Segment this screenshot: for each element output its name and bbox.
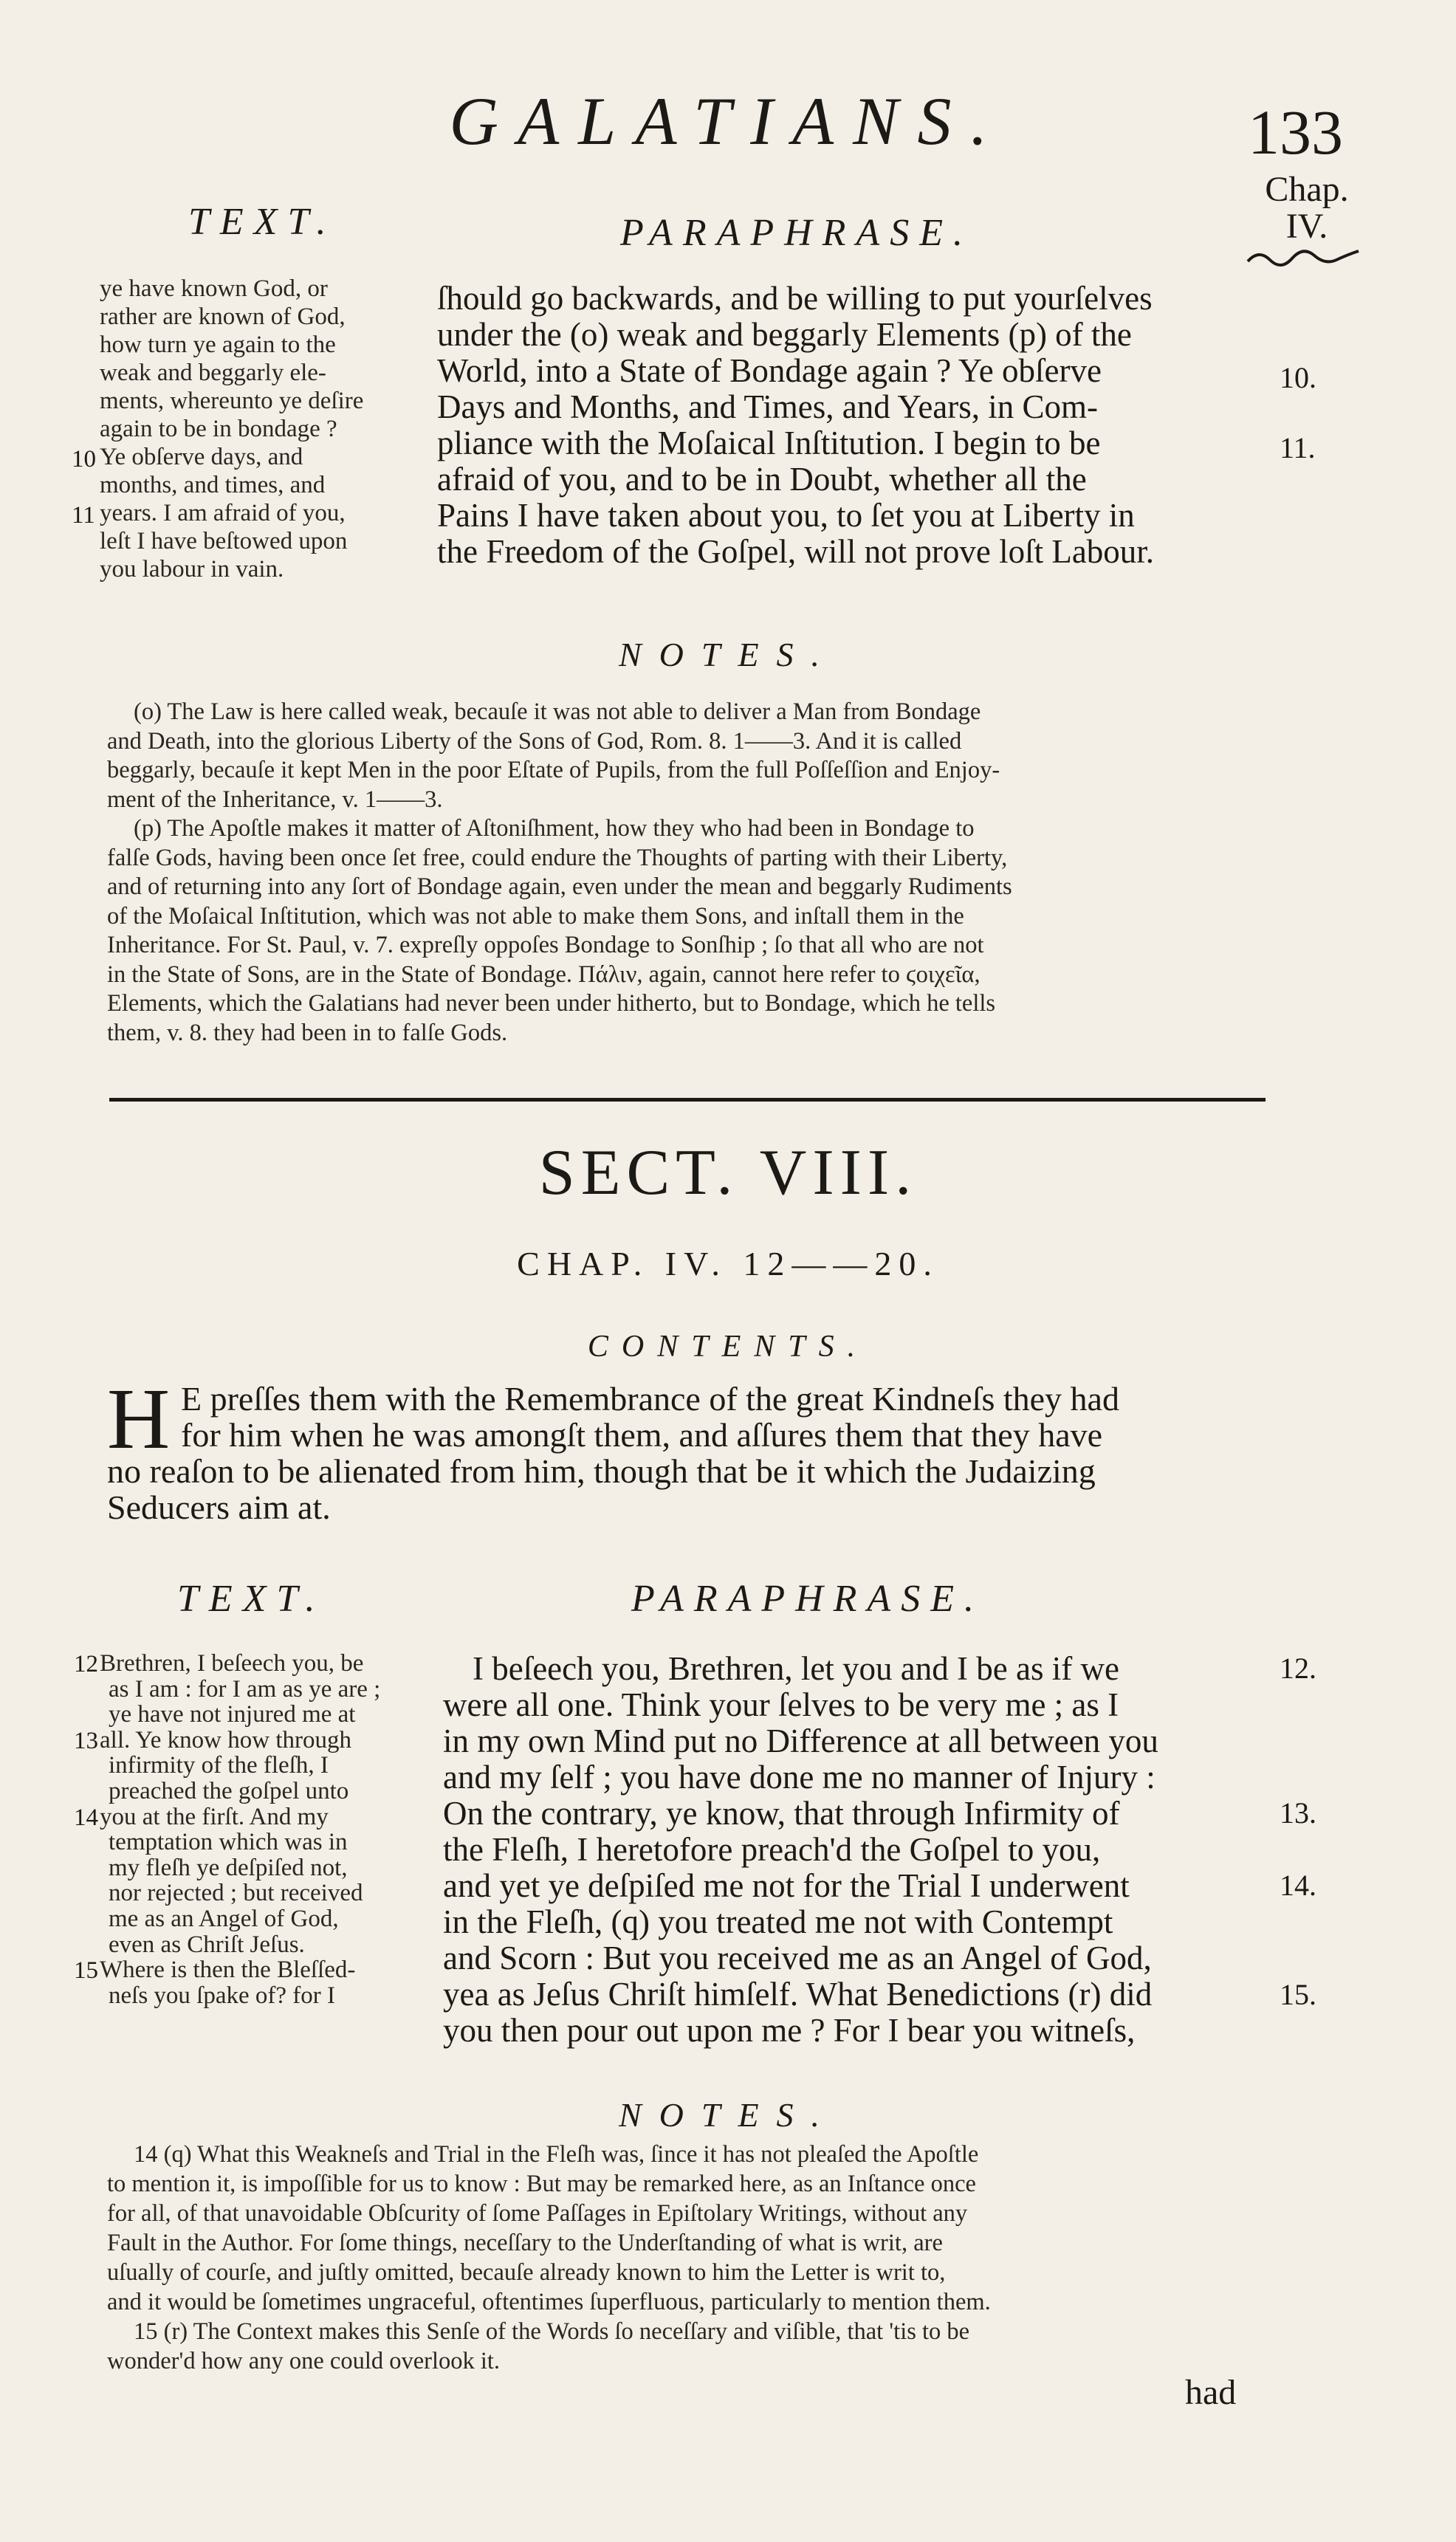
text-line: months, and times, and <box>100 472 326 498</box>
text-line: temptation which was in <box>109 1829 348 1856</box>
chapter-marker <box>1255 171 1359 245</box>
verse-marker: 15 <box>74 1957 98 1984</box>
paraphrase-line: and Scorn : But you received me as an Angel of God, <box>443 1940 1152 1976</box>
paraphrase-line: were all one. Think your ſelves to be very me ; as I <box>443 1686 1119 1723</box>
text-line: years. I am afraid of you, <box>100 500 346 526</box>
section-divider <box>109 1098 1266 1102</box>
contents-heading: CONTENTS. <box>587 1330 869 1364</box>
text-column <box>100 1651 425 2008</box>
notes-heading: NOTES. <box>618 636 838 673</box>
note-line: to mention it, is impoſſible for us to know : But may be remarked here, as an Inſtance once <box>107 2171 976 2197</box>
paraphrase-line: World, into a State of Bondage again ? Ye obſerve <box>437 352 1102 389</box>
text-line: even as Chriſt Jeſus. <box>109 1931 305 1958</box>
notes-block <box>107 2140 1288 2376</box>
contents-line: no reaſon to be alienated from him, though that be it which the Judaizing <box>107 1452 1096 1490</box>
text-line: rather are known of God, <box>100 303 346 330</box>
note-line: beggarly, becauſe it kept Men in the poor Eſtate of Pupils, from the full Poſſeſſion and Enjoy- <box>107 757 1000 783</box>
chapter-number: IV. <box>1285 207 1328 246</box>
paraphrase-line: ſhould go backwards, and be willing to put yourſelves <box>437 280 1153 317</box>
paraphrase-line: under the (o) weak and beggarly Elements (p) of the <box>437 316 1132 353</box>
text-line: how turn ye again to the <box>100 332 336 358</box>
text-line: ye have not injured me at <box>109 1701 356 1728</box>
text-line: me as an Angel of God, <box>109 1905 339 1932</box>
note-line: and it would be ſometimes ungraceful, oftentimes ſuperfluous, particularly to mention them. <box>107 2289 991 2315</box>
note-line: and of returning into any ſort of Bondage again, even under the mean and beggarly Rudiments <box>107 873 1012 900</box>
flourish-ornament <box>1244 245 1362 267</box>
verse-marker: 14 <box>74 1804 98 1831</box>
margin-verse-number: 10. <box>1280 361 1316 394</box>
contents-summary <box>107 1370 1259 1526</box>
section-title: SECT. VIII. <box>538 1137 918 1209</box>
note-line: for all, of that unavoidable Obſcurity of ſome Paſſages in Epiſtolary Writings, without any <box>107 2200 968 2227</box>
catchword: had <box>1185 2373 1237 2412</box>
text-line: weak and beggarly ele- <box>100 360 326 386</box>
margin-verse-number: 11. <box>1280 431 1316 464</box>
text-line: infirmity of the fleſh, I <box>109 1752 329 1779</box>
text-line: again to be in bondage ? <box>100 416 337 442</box>
note-line: uſually of courſe, and juſtly omitted, becauſe already known to him the Letter is writ to, <box>107 2259 946 2286</box>
paraphrase-column <box>443 1650 1248 2049</box>
chapter-label: Chap. <box>1265 170 1349 209</box>
note-line: ment of the Inheritance, v. 1——3. <box>107 786 443 813</box>
contents-line: for him when he was amongſt them, and aſſures them that they have <box>181 1416 1103 1454</box>
note-line: (p) The Apoſtle makes it matter of Aſtoniſhment, how they who had been in Bondage to <box>134 815 975 842</box>
paraphrase-line: Pains I have taken about you, to ſet you at Liberty in <box>437 497 1135 534</box>
paraphrase-line: afraid of you, and to be in Doubt, whether all the <box>437 461 1087 498</box>
verse-marker: 10 <box>72 446 96 473</box>
note-line: Elements, which the Galatians had never been under hitherto, but to Bondage, which he tells <box>107 990 996 1017</box>
page-number: 133 <box>1248 97 1343 168</box>
text-line: you labour in vain. <box>100 556 284 583</box>
paraphrase-line: the Fleſh, I heretofore preach'd the Goſpel to you, <box>443 1831 1101 1868</box>
text-line: preached the goſpel unto <box>109 1777 349 1804</box>
text-line: nor rejected ; but received <box>109 1880 363 1907</box>
notes-heading: NOTES. <box>618 2096 838 2134</box>
text-line: Where is then the Bleſſed- <box>100 1957 356 1984</box>
verse-marker: 13 <box>74 1728 98 1754</box>
paraphrase-line: yea as Jeſus Chriſt himſelf. What Benedictions (r) did <box>443 1976 1153 2013</box>
margin-verse-number: 15. <box>1280 1978 1316 2011</box>
paraphrase-column-heading: PARAPHRASE. <box>631 1578 984 1620</box>
running-title: GALATIANS. <box>449 83 1007 159</box>
paraphrase-line: and my ſelf ; you have done me no manner of Injury : <box>443 1759 1155 1796</box>
note-line: 14 (q) What this Weakneſs and Trial in the Fleſh was, ſince it has not pleaſed the Apoſtle <box>134 2141 979 2168</box>
margin-verse-number: 12. <box>1280 1652 1316 1685</box>
paraphrase-line: you then pour out upon me ? For I bear you witneſs, <box>443 2012 1136 2049</box>
text-line: as I am : for I am as ye are ; <box>109 1675 381 1703</box>
paraphrase-line: Days and Months, and Times, and Years, in Com- <box>437 388 1099 425</box>
paraphrase-line: in my own Mind put no Difference at all between you <box>443 1722 1158 1759</box>
note-line: 15 (r) The Context makes this Senſe of the Words ſo neceſſary and viſible, that 'tis to be <box>134 2318 970 2345</box>
text-line: leſt I have beſtowed upon <box>100 528 348 554</box>
drop-cap: H <box>107 1370 171 1467</box>
text-line: ments, whereunto ye deſire <box>100 388 364 414</box>
margin-verse-number: 14. <box>1280 1869 1316 1902</box>
note-line: Fault in the Author. For ſome things, neceſſary to the Underſtanding of what is writ, are <box>107 2230 943 2256</box>
contents-line: Seducers aim at. <box>107 1488 331 1526</box>
note-line: (o) The Law is here called weak, becauſe it was not able to deliver a Man from Bondage <box>134 698 981 725</box>
paraphrase-column <box>437 281 1249 570</box>
chapter-range: CHAP. IV. 12——20. <box>517 1245 939 1282</box>
text-line: Ye obſerve days, and <box>100 444 303 470</box>
verse-marker: 12 <box>74 1651 98 1677</box>
paraphrase-line: On the contrary, ye know, that through Infirmity of <box>443 1795 1120 1832</box>
text-column-heading: TEXT. <box>177 1578 326 1620</box>
paraphrase-column-heading: PARAPHRASE. <box>620 212 973 254</box>
note-line: falſe Gods, having been once ſet free, could endure the Thoughts of parting with their Liberty, <box>107 844 1008 871</box>
note-line: of the Moſaical Inſtitution, which was not able to make them Sons, and inſtall them in the <box>107 902 964 930</box>
text-line: my fleſh ye deſpiſed not, <box>109 1854 348 1881</box>
text-line: ye have known God, or <box>100 275 328 302</box>
text-line: all. Ye know how through <box>100 1726 352 1753</box>
text-line: you at the firſt. And my <box>100 1803 329 1830</box>
margin-verse-number: 13. <box>1280 1796 1316 1830</box>
paraphrase-line: the Freedom of the Goſpel, will not prove loſt Labour. <box>437 533 1155 570</box>
paraphrase-line: and yet ye deſpiſed me not for the Trial I underwent <box>443 1867 1130 1904</box>
notes-block <box>107 698 1288 1048</box>
note-line: and Death, into the glorious Liberty of the Sons of God, Rom. 8. 1——3. And it is called <box>107 727 962 755</box>
note-line: wonder'd how any one could overlook it. <box>107 2348 501 2374</box>
paraphrase-line: pliance with the Moſaical Inſtitution. I begin to be <box>437 425 1101 461</box>
text-line: neſs you ſpake of? for I <box>109 1982 335 2009</box>
verse-marker: 11 <box>72 502 95 529</box>
contents-line: E preſſes them with the Remembrance of the great Kindneſs they had <box>181 1380 1119 1418</box>
text-column <box>100 275 413 583</box>
paraphrase-line: I beſeech you, Brethren, let you and I be as if we <box>473 1650 1119 1687</box>
note-line: Inheritance. For St. Paul, v. 7. expreſly oppoſes Bondage to Sonſhip ; ſo that all who are not <box>107 932 984 958</box>
note-line: them, v. 8. they had been in to falſe Gods. <box>107 1019 508 1046</box>
paraphrase-line: in the Fleſh, (q) you treated me not with Contempt <box>443 1903 1113 1940</box>
text-column-heading: TEXT. <box>188 201 337 243</box>
text-line: Brethren, I beſeech you, be <box>100 1650 364 1677</box>
note-line: in the State of Sons, are in the State of Bondage. Πάλιν, again, cannot here refer to ϛοιχεῖα, <box>107 961 981 988</box>
